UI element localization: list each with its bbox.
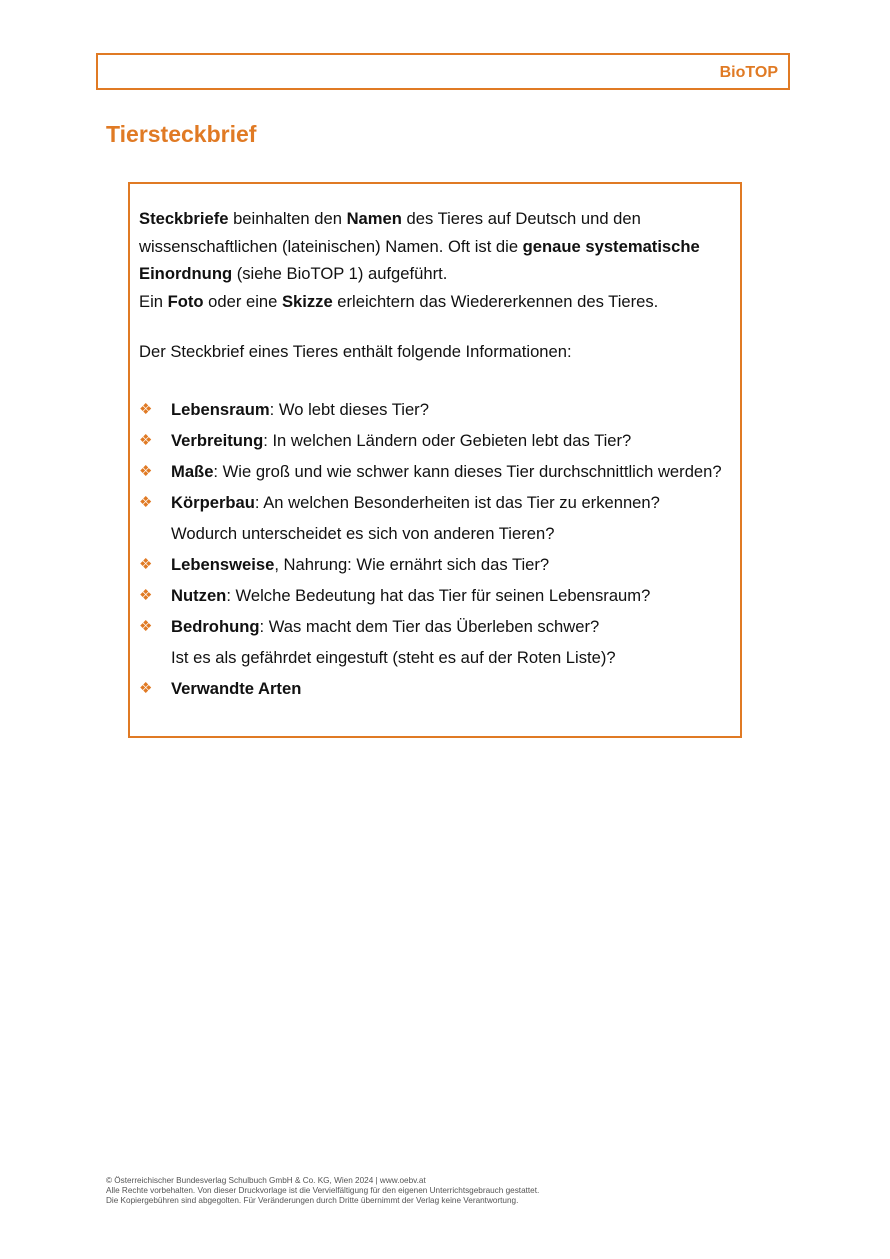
list-item <box>139 456 729 487</box>
item-term: Lebensraum <box>171 400 270 419</box>
diamond-bullet-icon: ❖ <box>139 463 153 480</box>
diamond-bullet-icon: ❖ <box>139 587 153 604</box>
item-text: : Welche Bedeutung hat das Tier für seinen Lebensraum? <box>226 586 651 605</box>
page-title: Tiersteckbrief <box>106 121 257 147</box>
intro-text-1: beinhalten den <box>228 209 347 228</box>
intro-bold-foto: Foto <box>167 291 204 311</box>
copyright-footer <box>106 1176 539 1206</box>
item-text-line2: Wodurch unterscheidet es sich von anderen Tieren? <box>171 524 555 543</box>
list-item <box>139 487 729 549</box>
info-box <box>128 182 742 738</box>
item-text: : An welchen Besonderheiten ist das Tier zu erkennen? <box>254 493 660 512</box>
intro-bold-skizze: Skizze <box>281 291 333 311</box>
item-text: : Wo lebt dieses Tier? <box>269 400 429 419</box>
list-item <box>139 549 729 580</box>
item-term: Lebensweise <box>171 555 275 574</box>
item-text: : In welchen Ländern oder Gebieten lebt das Tier? <box>263 431 632 450</box>
item-text: : Wie groß und wie schwer kann dieses Tier durchschnittlich werden? <box>213 462 722 481</box>
intro-text-3: (siehe BioTOP 1) aufgeführt. <box>232 264 448 283</box>
intro-text-4: Ein <box>139 291 168 311</box>
list-item <box>139 611 729 673</box>
item-term: Nutzen <box>171 586 227 605</box>
info-list <box>139 394 729 704</box>
diamond-bullet-icon: ❖ <box>139 401 153 418</box>
header-box <box>96 53 790 90</box>
list-item <box>139 394 729 425</box>
intro-text-6: erleichtern das Wiedererkennen des Tieres. <box>332 291 659 311</box>
item-text-line2: Ist es als gefährdet eingestuft (steht es auf der Roten Liste)? <box>171 648 616 667</box>
item-term: Verbreitung <box>171 431 264 450</box>
list-item <box>139 425 729 456</box>
footer-line: Alle Rechte vorbehalten. Von dieser Druckvorlage ist die Vervielfältigung für den eigenen Unterrichtsgebrauch gestattet. <box>106 1186 540 1195</box>
item-term: Bedrohung <box>171 617 260 636</box>
list-item <box>139 580 729 611</box>
footer-line: Die Kopiergebühren sind abgegolten. Für Veränderungen durch Dritte übernimmt der Verlag keine Verantwortung. <box>106 1196 519 1205</box>
item-text: , Nahrung: Wie ernährt sich das Tier? <box>274 555 550 574</box>
lead-sentence: Der Steckbrief eines Tieres enthält folgende Informationen: <box>139 342 572 361</box>
intro-bold-steckbriefe: Steckbriefe <box>139 209 229 228</box>
intro-text-5: oder eine <box>203 291 282 311</box>
item-term: Körperbau <box>171 493 255 512</box>
diamond-bullet-icon: ❖ <box>139 494 153 511</box>
list-item <box>139 673 729 704</box>
item-term: Verwandte Arten <box>171 679 302 698</box>
item-text: : Was macht dem Tier das Überleben schwer? <box>259 617 600 636</box>
intro-bold-einordnung: genaue systematische Einordnung <box>139 236 700 283</box>
diamond-bullet-icon: ❖ <box>139 618 153 635</box>
intro-bold-namen: Namen <box>346 209 402 228</box>
diamond-bullet-icon: ❖ <box>139 680 153 697</box>
intro-paragraph <box>139 205 719 315</box>
diamond-bullet-icon: ❖ <box>139 432 153 449</box>
diamond-bullet-icon: ❖ <box>139 556 153 573</box>
item-term: Maße <box>171 462 214 481</box>
intro-text-2: des Tieres auf Deutsch und den wissenschaftlichen (lateinischen) Namen. Oft ist die <box>139 209 641 256</box>
brand-label: BioTOP <box>719 64 778 81</box>
footer-line: © Österreichischer Bundesverlag Schulbuch GmbH & Co. KG, Wien 2024 | www.oebv.at <box>106 1176 426 1185</box>
